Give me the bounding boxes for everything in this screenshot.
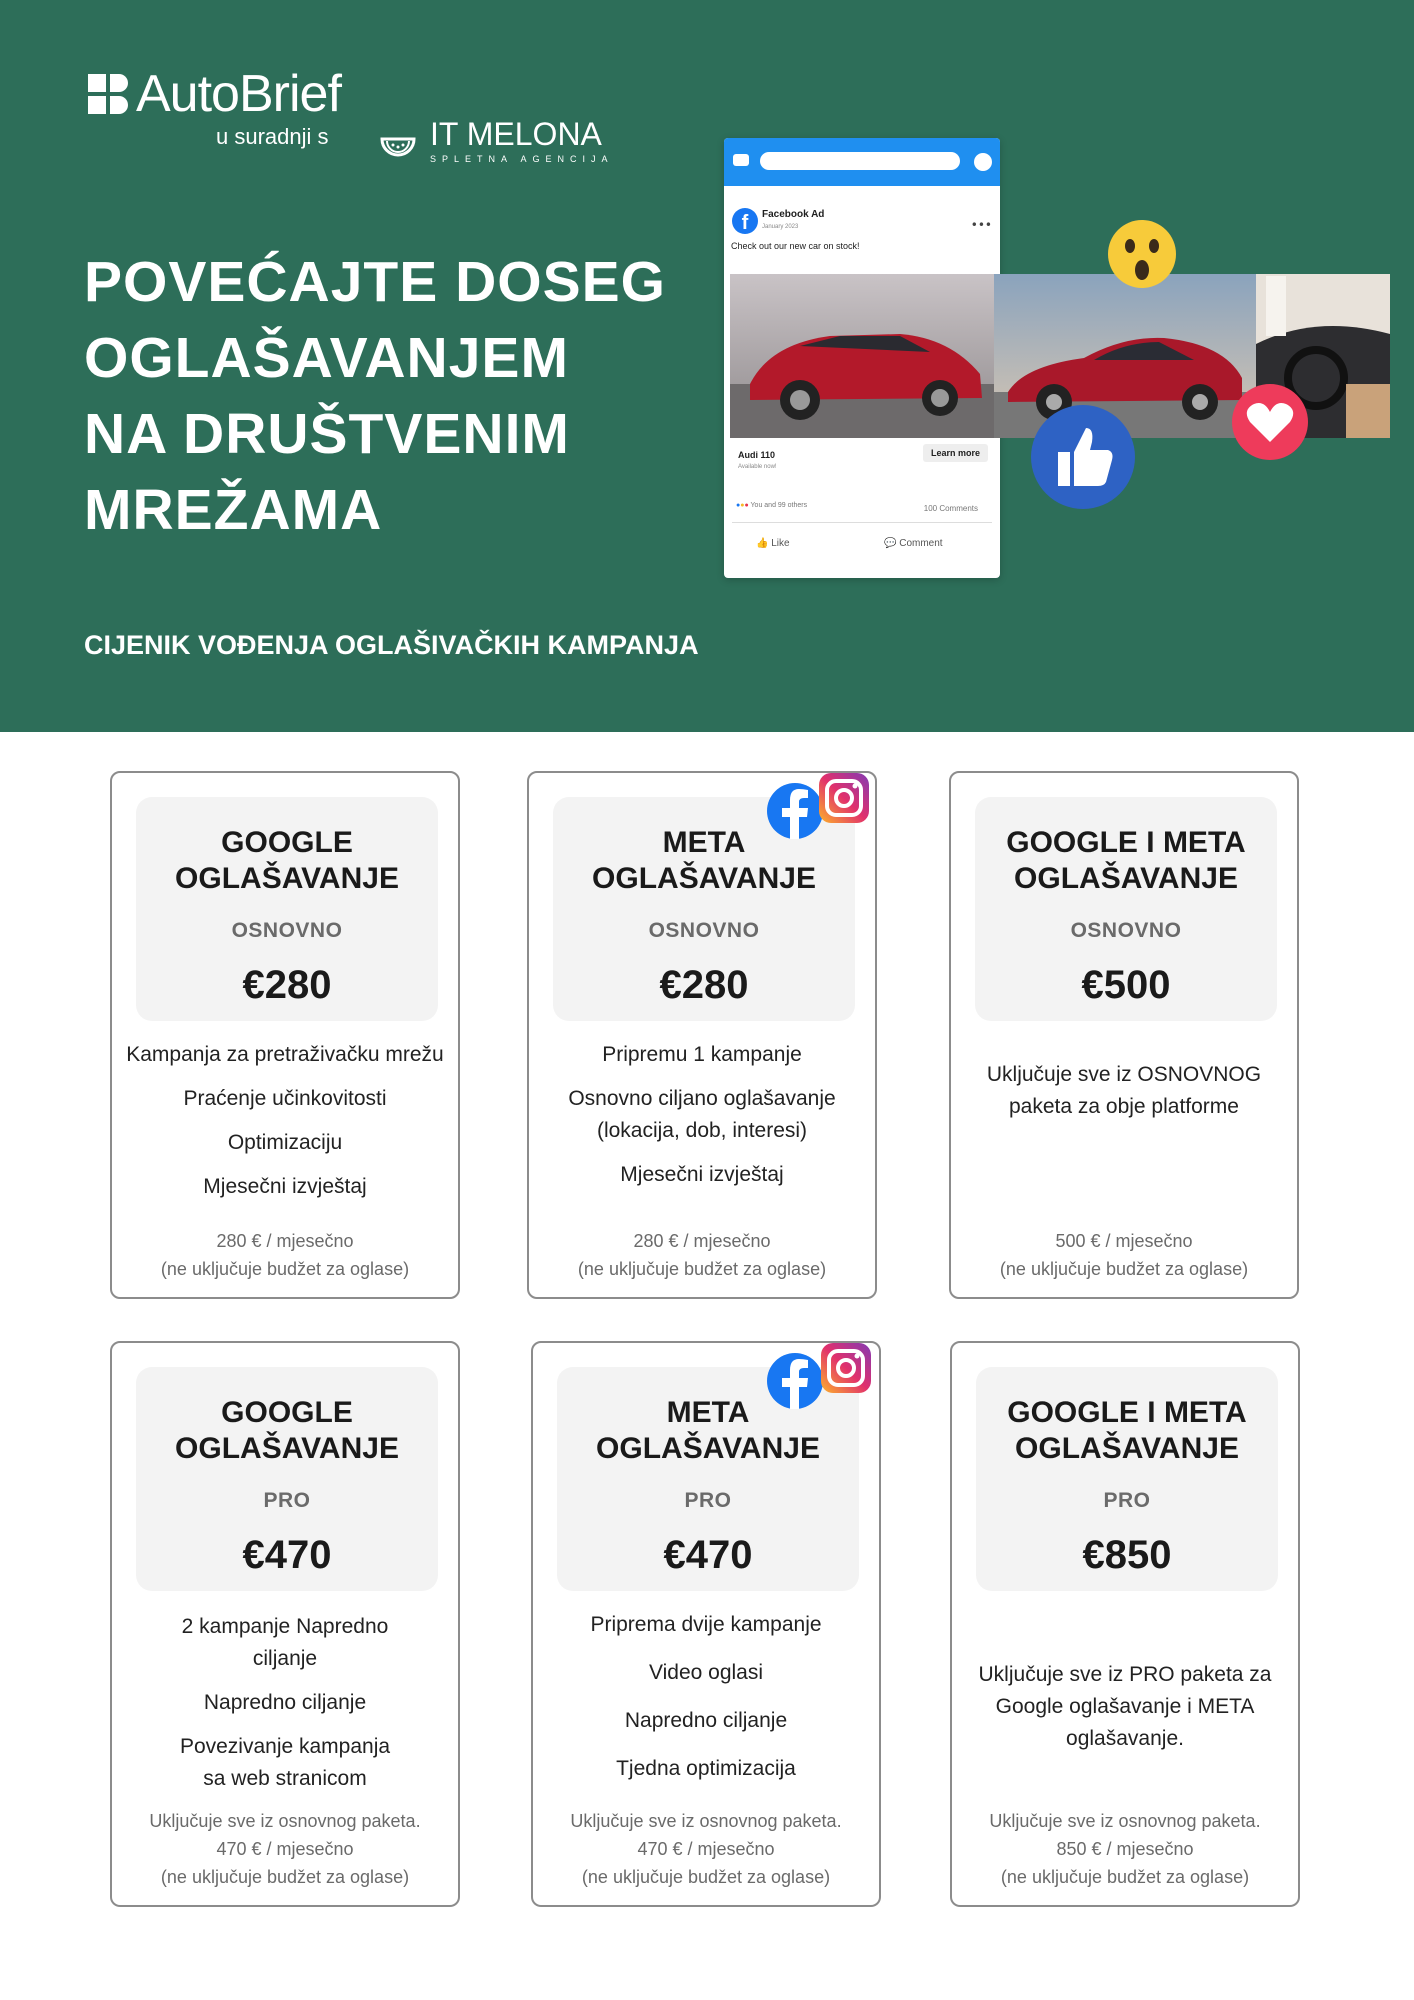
card-price: €500 [1081,963,1171,1007]
card-features [951,1059,1297,1135]
card-meta-pro [531,1341,881,1907]
card-note [112,1807,458,1891]
card-features [529,1039,875,1203]
feature-item: Tjedna optimizacija [616,1757,796,1780]
card-header [136,797,438,1021]
phone-top-bar [724,138,1000,186]
card-title: META OGLAŠAVANJE [592,826,816,895]
card-meta-basic [527,771,877,1299]
card-google-pro [110,1341,460,1907]
card-tier: PRO [684,1489,732,1512]
ad-text: Check out our new car on stock! [731,241,860,251]
note-line: 850 € / mjesečno [1056,1839,1194,1859]
comment-action: 💬 Comment [884,538,943,549]
wow-emoji-icon [1106,218,1178,290]
feature-item: Kampanja za pretraživačku mrežu [126,1043,444,1066]
card-note [951,1227,1297,1283]
reactions-text: You and 99 others [750,502,808,509]
card-title: GOOGLE I META OGLAŠAVANJE [1007,1396,1247,1465]
note-line: 470 € / mjesečno [216,1839,354,1859]
headline [84,244,666,548]
hero-banner [0,0,1414,732]
card-tier: OSNOVNO [648,919,760,942]
card-tier: OSNOVNO [1070,919,1182,942]
card-header [136,1367,438,1591]
facebook-icon: f [732,208,758,234]
card-note [533,1807,879,1891]
feature-item: 2 kampanje Napredno ciljanje [181,1615,389,1670]
brand-name: AutoBrief [136,65,341,123]
facebook-instagram-icons [763,1341,875,1425]
feature-item: Optimizaciju [227,1131,343,1154]
partner-label: u suradnji s [216,124,329,149]
card-title: META OGLAŠAVANJE [596,1396,820,1465]
learn-more-button: Learn more [923,444,988,462]
feature-item: Povezivanje kampanja sa web stranicom [179,1735,391,1790]
card-price: €280 [659,963,749,1007]
card-note [112,1227,458,1283]
feature-item: Uključuje sve iz OSNOVNOG paketa za obje platforme [986,1063,1262,1118]
more-options-icon: ••• [970,218,992,232]
melon-icon [378,121,418,161]
ad-car-title: Audi 110 [738,450,776,460]
card-google-meta-basic [949,771,1299,1299]
note-line: Uključuje sve iz osnovnog paketa. [570,1811,842,1831]
car-photo-front [730,274,994,438]
card-tier: OSNOVNO [231,919,343,942]
headline-line: MREŽAMA [84,478,383,542]
ad-car-subtitle: Available now! [738,464,777,470]
note-line: (ne uključuje budžet za oglase) [577,1259,827,1279]
note-line: (ne uključuje budžet za oglase) [581,1867,831,1887]
note-line: Uključuje sve iz osnovnog paketa. [149,1811,421,1831]
feature-item: Pripremu 1 kampanje [602,1043,802,1066]
card-tier: PRO [263,1489,311,1512]
feature-item: Uključuje sve iz PRO paketa za Google oglašavanje i META oglašavanje. [978,1663,1272,1750]
like-reaction-icon [1028,402,1138,512]
card-title: GOOGLE OGLAŠAVANJE [175,826,399,895]
instagram-icon [821,1343,871,1393]
camera-icon [733,154,749,166]
feature-item: Praćenje učinkovitosti [183,1087,387,1110]
card-features [112,1611,458,1807]
ad-date: January 2023 [762,224,799,230]
card-features [533,1609,879,1797]
card-price: €850 [1082,1533,1172,1577]
card-features [112,1039,458,1215]
headline-line: POVEĆAJTE DOSEG [84,250,666,314]
feature-item: Napredno ciljanje [203,1691,367,1714]
facebook-instagram-icons [759,771,871,855]
it-melona-logo [378,118,614,164]
divider [732,522,992,523]
feature-item: Napredno ciljanje [624,1709,788,1732]
heart-reaction-icon [1230,382,1310,462]
note-line: 500 € / mjesečno [1055,1231,1193,1251]
facebook-icon [767,783,823,839]
card-price: €470 [663,1533,753,1577]
card-note [529,1227,875,1283]
reaction-icons: ● [736,502,741,509]
card-header [975,797,1277,1021]
card-price: €280 [242,963,332,1007]
autobrief-logo-icon [88,74,128,114]
card-tier: PRO [1103,1489,1151,1512]
note-line: 280 € / mjesečno [216,1231,354,1251]
headline-line: NA DRUŠTVENIM [84,402,570,466]
feature-item: Osnovno ciljano oglašavanje (lokacija, dob, interesi) [568,1087,836,1142]
search-bar [760,152,960,170]
card-google-basic [110,771,460,1299]
ad-reactions: ●●● You and 99 others [736,502,808,509]
autobrief-logo [88,64,341,124]
comments-count: 100 Comments [923,504,978,513]
card-price: €470 [242,1533,332,1577]
note-line: (ne uključuje budžet za oglase) [160,1867,410,1887]
facebook-icon [767,1353,823,1409]
feature-item: Mjesečni izvještaj [620,1163,784,1186]
note-line: (ne uključuje budžet za oglase) [160,1259,410,1279]
partner-name: IT MELONA [430,116,602,152]
note-line: 280 € / mjesečno [633,1231,771,1251]
card-title: GOOGLE I META OGLAŠAVANJE [1006,826,1246,895]
note-line: (ne uključuje budžet za oglase) [999,1259,1249,1279]
feature-item: Video oglasi [648,1661,764,1684]
card-google-meta-pro [950,1341,1300,1907]
headline-line: OGLAŠAVANJEM [84,326,569,390]
instagram-icon [819,773,869,823]
note-line: 470 € / mjesečno [637,1839,775,1859]
feature-item: Priprema dvije kampanje [590,1613,822,1636]
card-features [952,1659,1298,1767]
card-note [952,1807,1298,1891]
messenger-icon [974,153,992,171]
partner-tagline: SPLETNA AGENCIJA [430,154,614,164]
card-header [976,1367,1278,1591]
feature-item: Mjesečni izvještaj [203,1175,367,1198]
price-list-subtitle: CIJENIK VOĐENJA OGLAŠIVAČKIH KAMPANJA [84,630,699,660]
card-title: GOOGLE OGLAŠAVANJE [175,1396,399,1465]
note-line: (ne uključuje budžet za oglase) [1000,1867,1250,1887]
note-line: Uključuje sve iz osnovnog paketa. [989,1811,1261,1831]
like-action: 👍 Like [756,538,790,549]
ad-name: Facebook Ad [762,209,825,220]
